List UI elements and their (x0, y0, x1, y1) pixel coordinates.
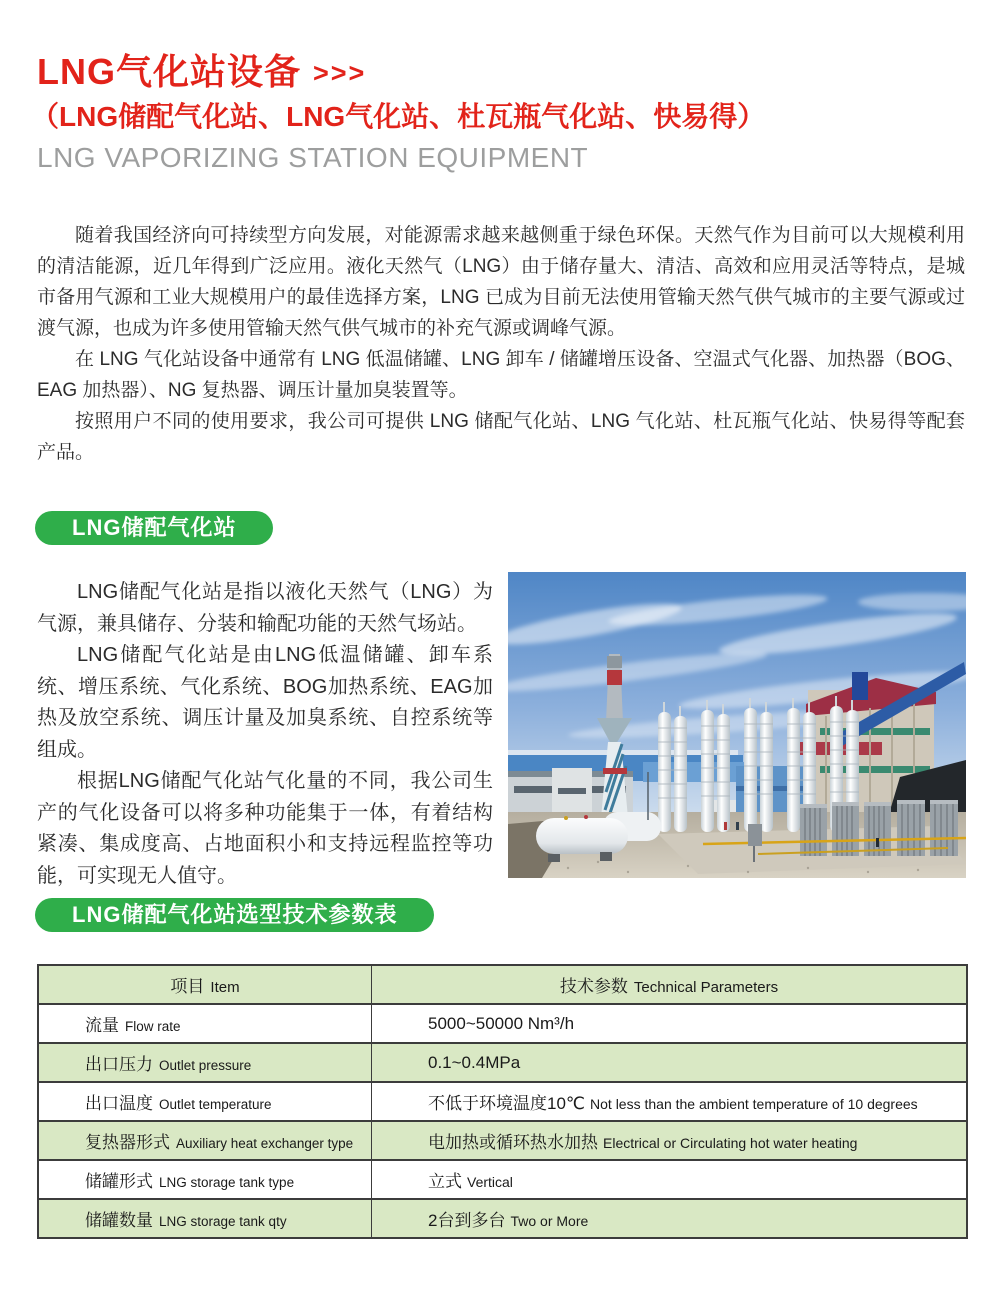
value-zh: 5000~50000 Nm³/h (428, 1013, 575, 1033)
value-zh: 0.1~0.4MPa (428, 1052, 521, 1072)
item-zh: 出口压力 (85, 1055, 153, 1074)
value-zh: 不低于环境温度10℃ (428, 1094, 586, 1113)
value-zh: 电加热或循环热水加热 (428, 1133, 598, 1152)
row-value-cell (372, 1160, 968, 1199)
item-zh: 储罐形式 (85, 1172, 153, 1191)
table-row (38, 1082, 967, 1121)
table-header-item (38, 965, 372, 1004)
item-zh: 复热器形式 (85, 1133, 170, 1152)
station-description-section (37, 572, 966, 892)
row-item-cell (38, 1199, 372, 1238)
page-title (37, 52, 967, 92)
section-badge-parameters-table: LNG储配气化站选型技术参数表 (35, 898, 434, 932)
header-param-en: Technical Parameters (633, 979, 779, 996)
row-item-cell (38, 1121, 372, 1160)
value-zh: 2台到多台 (428, 1211, 506, 1230)
header-item-en: Item (210, 979, 240, 996)
value-en: Vertical (467, 1174, 513, 1190)
row-value-cell (372, 1199, 968, 1238)
section-badge-lng-station: LNG储配气化站 (35, 511, 273, 545)
intro-paragraph: 按照用户不同的使用要求，我公司可提供 LNG 储配气化站、LNG 气化站、杜瓦瓶气化站、快易得等配套产品。 (37, 411, 965, 463)
item-zh: 储罐数量 (85, 1211, 153, 1230)
row-value-cell (372, 1043, 968, 1082)
description-paragraph: LNG储配气化站是由LNG低温储罐、卸车系统、增压系统、气化系统、BOG加热系统、EAG加热及放空系统、调压计量及加臭系统、自控系统等组成。 (37, 644, 493, 761)
table-row (38, 1121, 967, 1160)
table-row (38, 1043, 967, 1082)
intro-paragraph: 在 LNG 气化站设备中通常有 LNG 低温储罐、LNG 卸车 / 储罐增压设备、空温式气化器、加热器（BOG、EAG 加热器）、NG 复热器、调压计量加臭装置等。 (37, 349, 965, 401)
item-zh: 出口温度 (85, 1094, 153, 1113)
table-header-row (38, 965, 967, 1004)
page-subtitle: （LNG储配气化站、LNG气化站、杜瓦瓶气化站、快易得） (31, 100, 766, 132)
description-paragraph: LNG储配气化站是指以液化天然气（LNG）为气源，兼具储存、分装和输配功能的天然气场站。 (37, 581, 493, 635)
station-description-text (37, 572, 499, 892)
row-value-cell (372, 1082, 968, 1121)
page-title-text: LNG气化站设备 (37, 51, 301, 92)
header-param-zh: 技术参数 (559, 977, 628, 996)
value-en: Two or More (510, 1213, 589, 1229)
table-header-parameters (372, 965, 968, 1004)
row-value-cell (372, 1004, 968, 1043)
value-zh: 立式 (428, 1172, 462, 1191)
item-en: LNG storage tank type (159, 1175, 295, 1190)
row-item-cell (38, 1160, 372, 1199)
technical-parameters-table (37, 964, 968, 1239)
lng-station-photo (508, 572, 966, 878)
value-en: Electrical or Circulating hot water heating (603, 1135, 858, 1151)
intro-paragraph: 随着我国经济向可持续型方向发展，对能源需求越来越侧重于绿色环保。天然气作为目前可以大规模利用的清洁能源，近几年得到广泛应用。液化天然气（LNG）由于储存量大、清洁、高效和应用灵活等特点，是城市备用气源和工业大规模用户的最佳选择方案，LNG 已成为目前无法使用管输天然气供气城市的主要气源或过渡气源，也成为许多使用管输天然气供气城市的补充气源或调峰气源。 (37, 225, 965, 339)
item-en: LNG storage tank qty (159, 1214, 287, 1229)
row-value-cell (372, 1121, 968, 1160)
title-arrows-icon: >>> (313, 58, 367, 88)
row-item-cell (38, 1043, 372, 1082)
header-item-zh: 项目 (170, 977, 205, 996)
description-paragraph: 根据LNG储配气化站气化量的不同，我公司生产的气化设备可以将多种功能集于一体，有着结构紧凑、集成度高、占地面积小和支持远程监控等功能，可实现无人值守。 (37, 770, 493, 887)
value-en: Not less than the ambient temperature of 10 degrees (590, 1096, 918, 1112)
row-item-cell (38, 1082, 372, 1121)
table-row (38, 1160, 967, 1199)
item-en: Outlet temperature (159, 1097, 272, 1112)
page-subtitle-english: LNG VAPORIZING STATION EQUIPMENT (37, 141, 589, 173)
table-row (38, 1199, 967, 1238)
intro-section (37, 220, 965, 468)
item-en: Outlet pressure (159, 1058, 252, 1073)
item-en: Flow rate (125, 1019, 181, 1034)
row-item-cell (38, 1004, 372, 1043)
item-en: Auxiliary heat exchanger type (176, 1136, 354, 1151)
page-header (31, 51, 967, 174)
table-row (38, 1004, 967, 1043)
item-zh: 流量 (85, 1016, 119, 1035)
